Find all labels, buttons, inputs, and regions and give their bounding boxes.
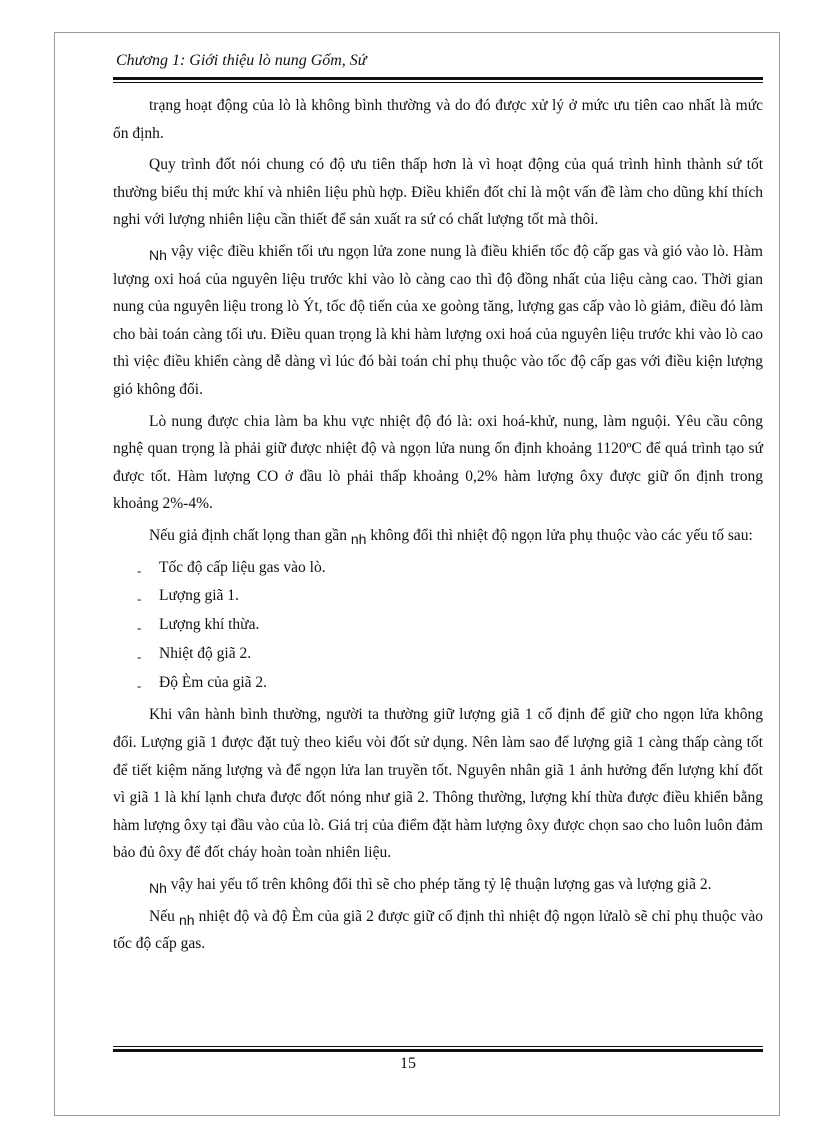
- paragraph-6: [113, 701, 763, 867]
- paragraph-7-lead: Nh: [149, 880, 167, 897]
- paragraph-5: [113, 522, 763, 550]
- bullet-marker: -: [137, 648, 142, 664]
- paragraph-2-text: Quy trình đốt nói chung có độ ưu tiên thấp hơn là vì hoạt động của quá trình hình thành sứ tốt thường biểu thị mức khí và nhiên liệu phù hợp. Điều khiển đốt chỉ là một vấn đề làm cho dũng khí thích nghi với lượng nhiên liệu cần thiết để sản xuất ra sứ có chất lượng tốt mà thôi.: [113, 156, 763, 229]
- header-rule-thick: [113, 77, 763, 80]
- page-number: 15: [400, 1055, 416, 1072]
- paragraph-5-after: không đổi thì nhiệt độ ngọn lửa phụ thuộc vào các yếu tố sau:: [366, 526, 753, 544]
- paragraph-4-text: Lò nung được chia làm ba khu vực nhiệt độ đó là: oxi hoá-khử, nung, làm nguội. Yêu cầu công nghệ quan trọng là phải giữ được nhiệt độ và ngọn lửa nung ổn định khoảng 1120ºC để quá trình tạo sứ được tốt. Hàm lượng CO ở đầu lò phải thấp khoảng 0,2% hàm lượng ôxy được giữ ổn định trong khoảng 2%-4%.: [113, 412, 763, 513]
- bullet-marker: -: [137, 591, 142, 607]
- list-item-text: Lượng khí thừa.: [159, 616, 260, 634]
- paragraph-6-text: Khi vân hành bình thường, người ta thường giữ lượng giã 1 cố định để giữ cho ngọn lửa không đổi. Lượng giã 1 được đặt tuỳ theo kiểu vòi đốt sử dụng. Nên làm sao để lượng giã 1 càng thấp càng tốt để tiết kiệm năng lượng và để ngọn lửa lan truyền tốt. Nguyên nhân giã 1 ảnh hưởng đến lượng khí đốt vì giã 1 là khí lạnh chưa được đốt nóng như giã 2. Thông thường, lượng khí thừa được điều khiển bằng hàm lượng ôxy tại đầu vào của lò. Giá trị của điểm đặt hàm lượng ôxy được chọn sao cho luôn luôn đảm bảo đủ ôxy để đốt cháy hoàn toàn nhiên liệu.: [113, 706, 763, 862]
- document-body: [113, 92, 763, 958]
- paragraph-7-text: vậy hai yếu tố trên không đổi thì sẽ cho phép tăng tỷ lệ thuận lượng gas và lượng giã 2.: [166, 876, 712, 894]
- list-item-text: Lượng giã 1.: [159, 587, 239, 605]
- paragraph-8-after: nhiệt độ và độ Èm của giã 2 được giữ cố định thì nhiệt độ ngọn lửalò sẽ chỉ phụ thuộc vào tốc độ cấp gas.: [113, 907, 763, 953]
- bullet-marker: -: [137, 677, 142, 693]
- footer-rule-thin: [113, 1046, 763, 1047]
- factor-list: [113, 554, 763, 698]
- list-item: [113, 669, 763, 698]
- paragraph-1: [113, 92, 763, 147]
- list-item: [113, 554, 763, 583]
- list-item-text: Tốc độ cấp liệu gas vào lò.: [159, 558, 326, 576]
- paragraph-8-mid: nh: [178, 911, 195, 928]
- list-item: [113, 611, 763, 640]
- paragraph-3: [113, 238, 763, 404]
- paragraph-2: [113, 151, 763, 234]
- bullet-marker: -: [137, 562, 142, 578]
- paragraph-3-lead: Nh: [149, 246, 167, 263]
- paragraph-3-text: vậy việc điều khiển tối ưu ngọn lửa zone nung là điều khiển tốc độ cấp gas và gió vào lò. Hàm lượng oxi hoá của nguyên liệu trước khi vào lò càng cao thì độ đồng nhất của liệu càng cao. Thời gian nung của nguyên liệu trong lò Ýt, tốc độ tiến của xe goòng tăng, lượng gas cấp vào lò giảm, điều đó làm cho bài toán càng tối ưu. Điều quan trọng là khi hàm lượng oxi hoá của nguyên liệu trước khi vào lò cao thì việc điều khiển càng dễ dàng vì lúc đó bài toán chỉ phụ thuộc vào tốc độ cấp gas với điều kiện lượng gió không đổi.: [113, 242, 763, 398]
- list-item: [113, 582, 763, 611]
- paragraph-5-before: Nếu giả định chất lọng than gần: [149, 526, 351, 544]
- paragraph-8-before: Nếu: [149, 907, 179, 925]
- list-item-text: Độ Èm của giã 2.: [159, 673, 268, 691]
- list-item-text: Nhiệt độ giã 2.: [159, 644, 252, 662]
- list-item: [113, 640, 763, 669]
- paragraph-8: [113, 903, 763, 958]
- chapter-header: Chương 1: Giới thiệu lò nung Gốm, Sứ: [116, 52, 367, 69]
- footer-rule-thick: [113, 1049, 763, 1052]
- bullet-marker: -: [137, 620, 142, 636]
- paragraph-1-text: trạng hoạt động của lò là không bình thường và do đó được xử lý ở mức ưu tiên cao nhất là mức ổn định.: [113, 97, 763, 142]
- paragraph-4: [113, 408, 763, 518]
- paragraph-7: [113, 871, 763, 899]
- paragraph-5-mid: nh: [350, 530, 367, 547]
- header-rule-thin: [113, 82, 763, 83]
